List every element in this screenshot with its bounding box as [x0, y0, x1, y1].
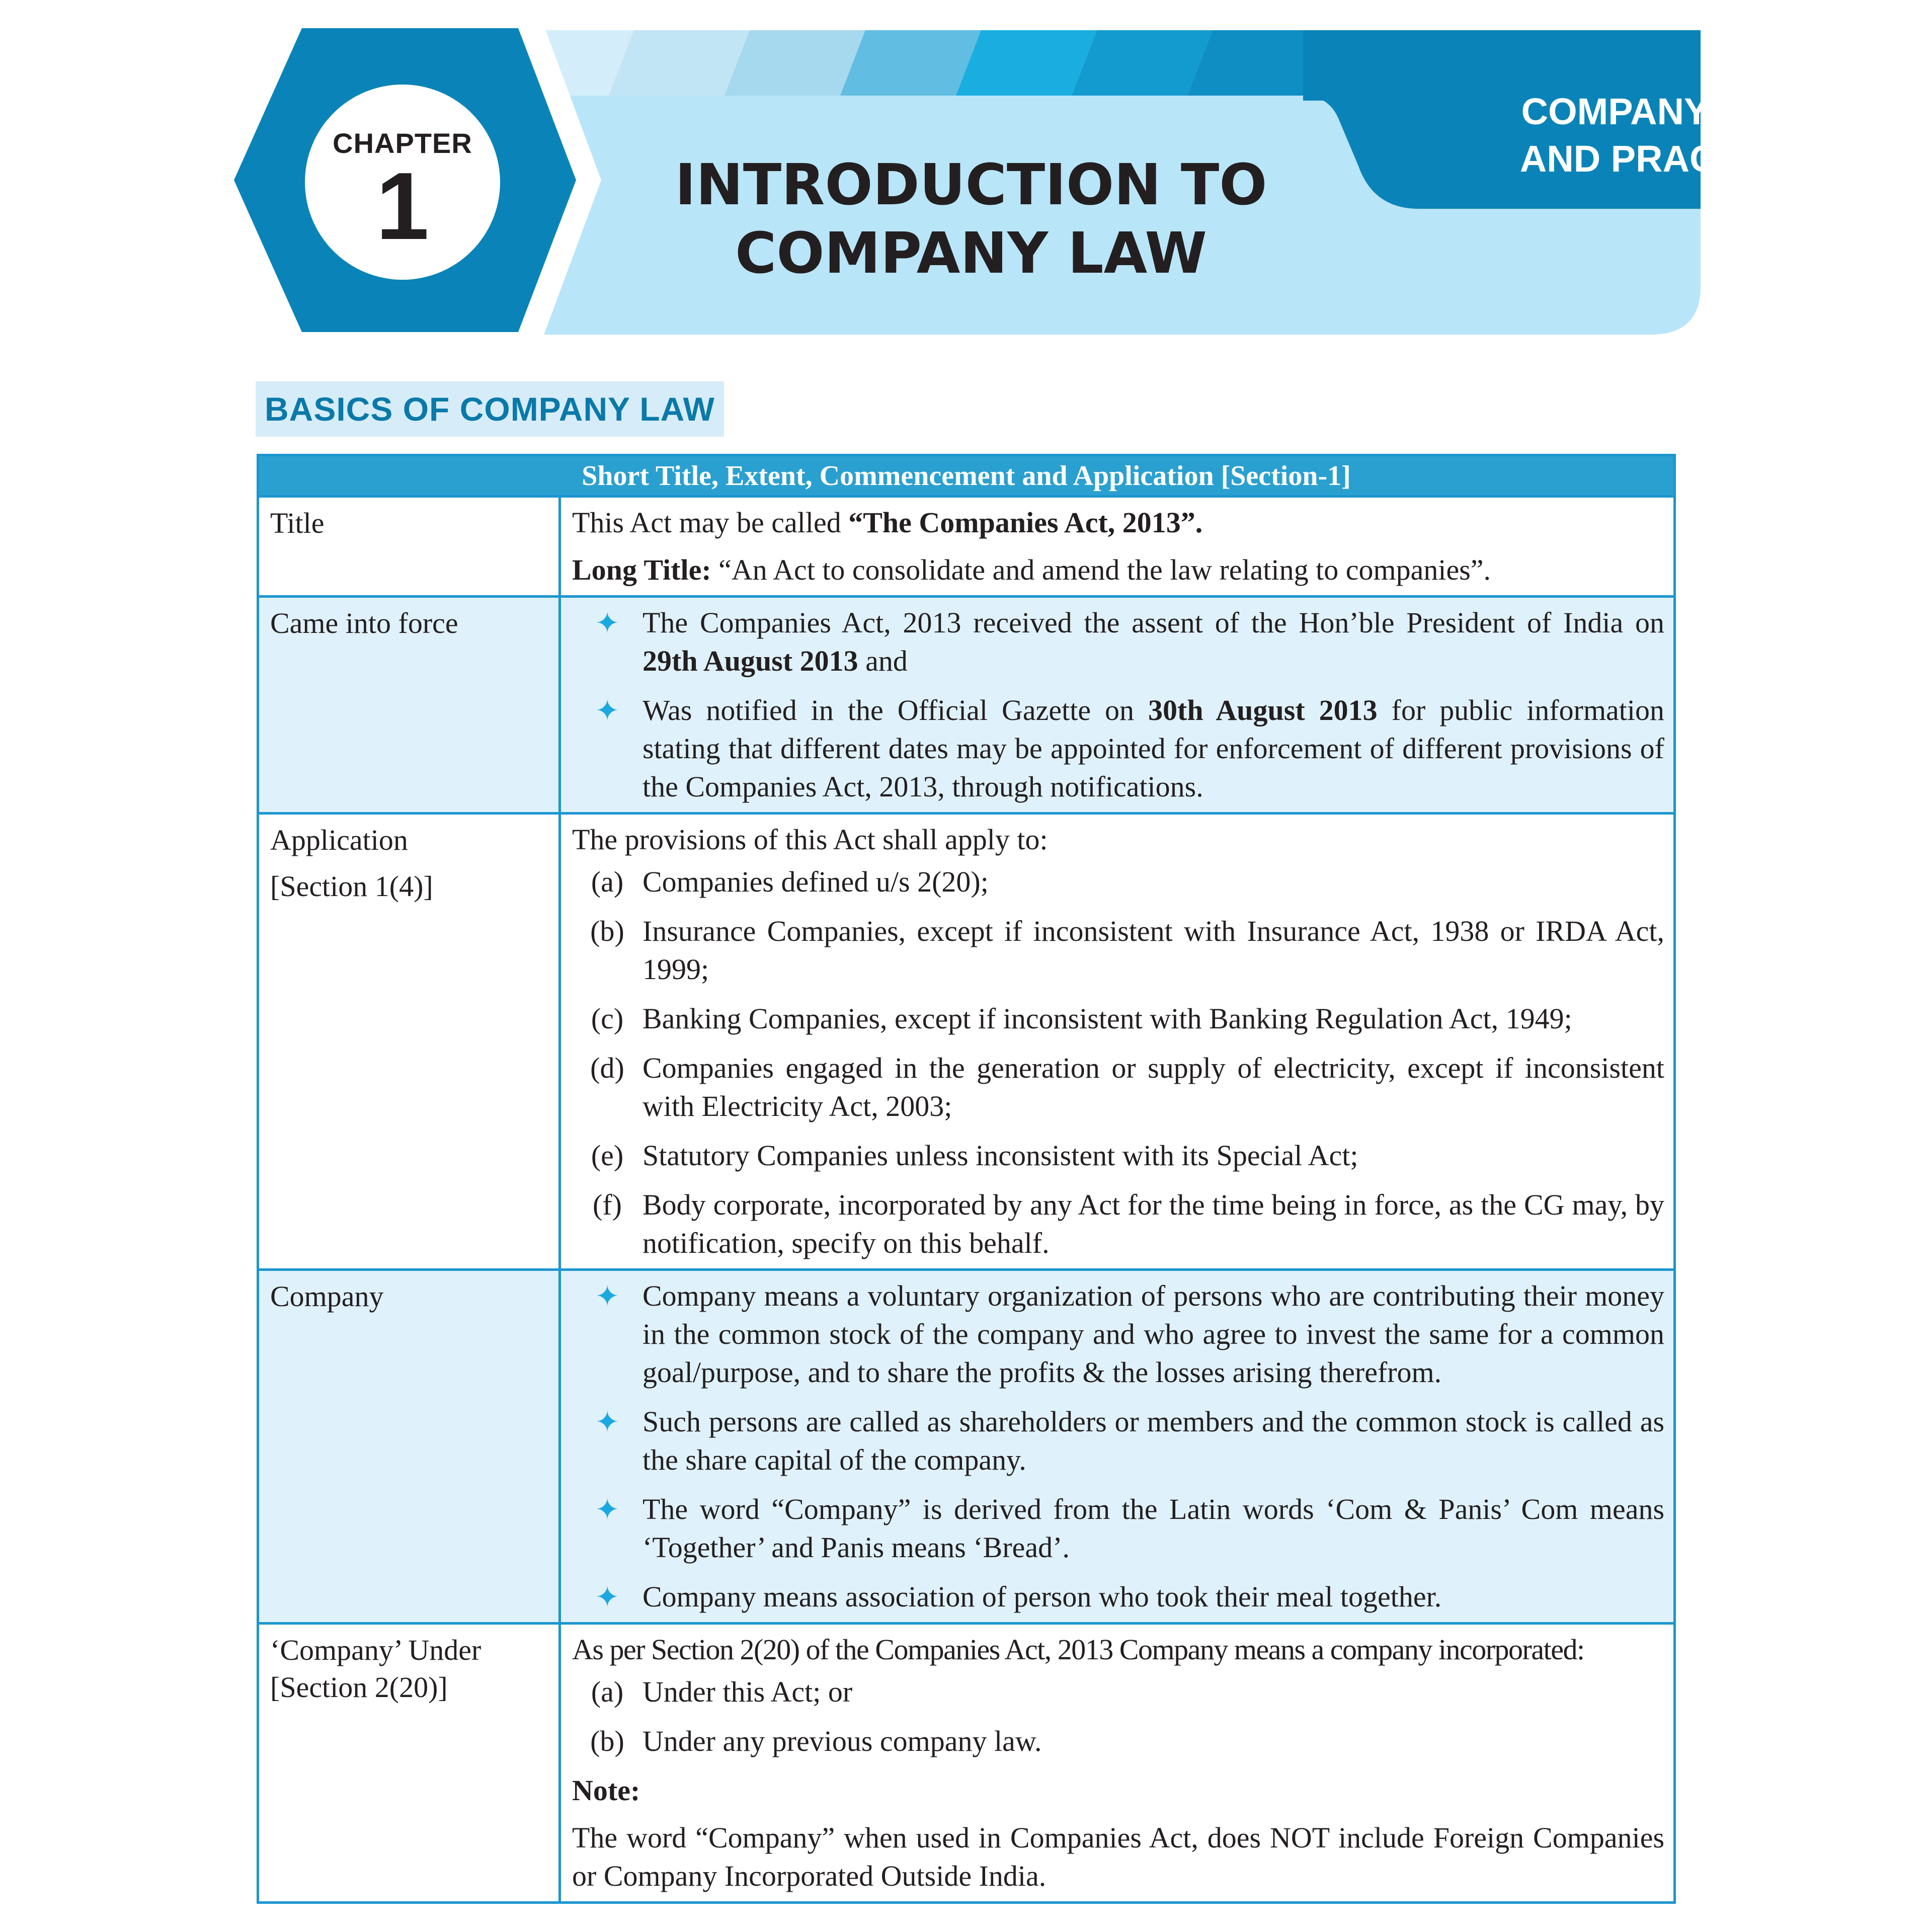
row-label [258, 1270, 560, 1624]
note-label-text: Note: [572, 1774, 640, 1807]
list-marker: (b) [590, 915, 624, 947]
chapter-title-line2: COMPANY LAW [735, 221, 1207, 286]
list-text: Under this Act; or [642, 1675, 853, 1708]
four-point-star-icon: ✦ [595, 1405, 620, 1439]
four-point-star-icon: ✦ [595, 693, 620, 728]
list-marker: (a) [591, 1675, 624, 1708]
row-content [560, 814, 1675, 1270]
paragraph: As per Section 2(20) of the Companies Act, 2013 Company means a company incorporated: [572, 1633, 1584, 1666]
book-title-line2: AND PRACTICE [1519, 138, 1801, 180]
paragraph [572, 504, 1664, 542]
list-item [572, 691, 1664, 806]
list-item [572, 1490, 1664, 1567]
book-title [1358, 88, 1801, 183]
table-row [258, 497, 1675, 597]
book-title-line1: COMPANY LAW [1521, 91, 1801, 132]
text: and [858, 645, 908, 677]
list-text: Companies defined u/s 2(20); [642, 865, 989, 898]
section-1-table [257, 454, 1676, 1904]
list-item [572, 912, 1664, 989]
list-marker: (b) [590, 1725, 624, 1757]
list-marker: (f) [593, 1188, 622, 1221]
date: 29th August 2013 [642, 645, 858, 677]
paragraph [572, 551, 1664, 589]
text: The Companies Act, 2013 received the assent of the Hon’ble President of India on [642, 606, 1665, 639]
row-content [560, 1270, 1675, 1624]
list-item [572, 1000, 1664, 1038]
date: 30th August 2013 [1148, 694, 1378, 727]
list-text: Banking Companies, except if inconsistent with Banking Regulation Act, 1949; [642, 1002, 1572, 1035]
long-title-label: Long Title: [572, 553, 711, 586]
table-row [258, 1624, 1675, 1903]
four-point-star-icon: ✦ [595, 1492, 620, 1526]
note-text: The word “Company” when used in Companies Act, does NOT include Foreign Companies or Company Incorporated Outside India. [572, 1821, 1665, 1892]
act-name: “The Companies Act, 2013”. [848, 506, 1203, 539]
list-marker: (c) [591, 1002, 624, 1035]
list-text: Under any previous company law. [642, 1725, 1042, 1757]
list-text: Body corporate, incorporated by any Act for the time being in force, as the CG may, by notification, specify on this behalf. [642, 1188, 1665, 1259]
row-label-text: Came into force [270, 607, 458, 639]
row-label [258, 1624, 560, 1903]
row-label-text: Title [270, 507, 325, 539]
list-marker: (a) [591, 865, 624, 898]
text: for public information stating that different dates may be appointed for enforcement of different provisions of the Companies Act, 2013, through notifications. [642, 694, 1665, 803]
table-row [258, 597, 1675, 814]
list-text: Companies engaged in the generation or supply of electricity, except if inconsistent with Electricity Act, 2003; [642, 1052, 1665, 1122]
chapter-title-line1: INTRODUCTION TO [675, 152, 1267, 218]
list-item [572, 1722, 1664, 1760]
list-text: Insurance Companies, except if inconsistent with Insurance Act, 1938 or IRDA Act, 1999; [642, 915, 1665, 986]
row-label [258, 497, 560, 597]
chapter-label: CHAPTER [333, 127, 472, 159]
row-label-text: [Section 1(4)] [270, 870, 433, 903]
list-text: Company means a voluntary organization of persons who are contributing their money in the common stock of the company and who agree to invest the same for a common goal/purpose, and to share the profits & the losses arising therefrom. [642, 1279, 1665, 1389]
text: This Act may be called [572, 506, 849, 539]
table-row [258, 814, 1675, 1270]
chapter-banner [0, 0, 1932, 362]
text: “An Act to consolidate and amend the law relating to companies”. [711, 553, 1491, 586]
list-text: Statutory Companies unless inconsistent with its Special Act; [642, 1139, 1358, 1172]
table-header: Short Title, Extent, Commencement and Application [Section-1] [258, 455, 1675, 497]
list-text: Company means association of person who took their meal together. [642, 1580, 1442, 1613]
row-content [560, 597, 1675, 814]
list-item [572, 1049, 1664, 1125]
chapter-number: 1 [376, 153, 429, 260]
list-text: The word “Company” is derived from the Latin words ‘Com & Panis’ Com means ‘Together’ and Panis means ‘Bread’. [642, 1493, 1665, 1564]
row-label [258, 814, 560, 1270]
text: Was notified in the Official Gazette on [642, 694, 1149, 727]
row-label [258, 597, 560, 814]
list-item [572, 1186, 1664, 1262]
four-point-star-icon: ✦ [595, 606, 620, 640]
list-marker: (e) [591, 1139, 624, 1172]
list-item [572, 1673, 1664, 1711]
note-label [572, 1772, 1664, 1810]
row-label-text: Application [270, 824, 408, 856]
table-row [258, 1270, 1675, 1624]
row-label-text: [Section 2(20)] [270, 1671, 448, 1704]
list-item [572, 1137, 1664, 1175]
row-content [560, 1624, 1675, 1903]
list-item [572, 863, 1664, 901]
chapter-title [629, 151, 1313, 288]
four-point-star-icon: ✦ [595, 1279, 620, 1313]
list-item [572, 1578, 1664, 1616]
list-text: Such persons are called as shareholders or members and the common stock is called as the share capital of the company. [642, 1405, 1665, 1476]
list-item [572, 1403, 1664, 1479]
row-label-text: ‘Company’ Under [270, 1634, 481, 1666]
list-item [572, 604, 1664, 680]
row-label-text: Company [270, 1280, 384, 1313]
paragraph: The provisions of this Act shall apply to: [572, 823, 1048, 856]
section-heading: BASICS OF COMPANY LAW [256, 381, 724, 437]
row-content [560, 497, 1675, 597]
four-point-star-icon: ✦ [595, 1580, 620, 1614]
list-item [572, 1277, 1664, 1392]
list-marker: (d) [590, 1052, 624, 1084]
